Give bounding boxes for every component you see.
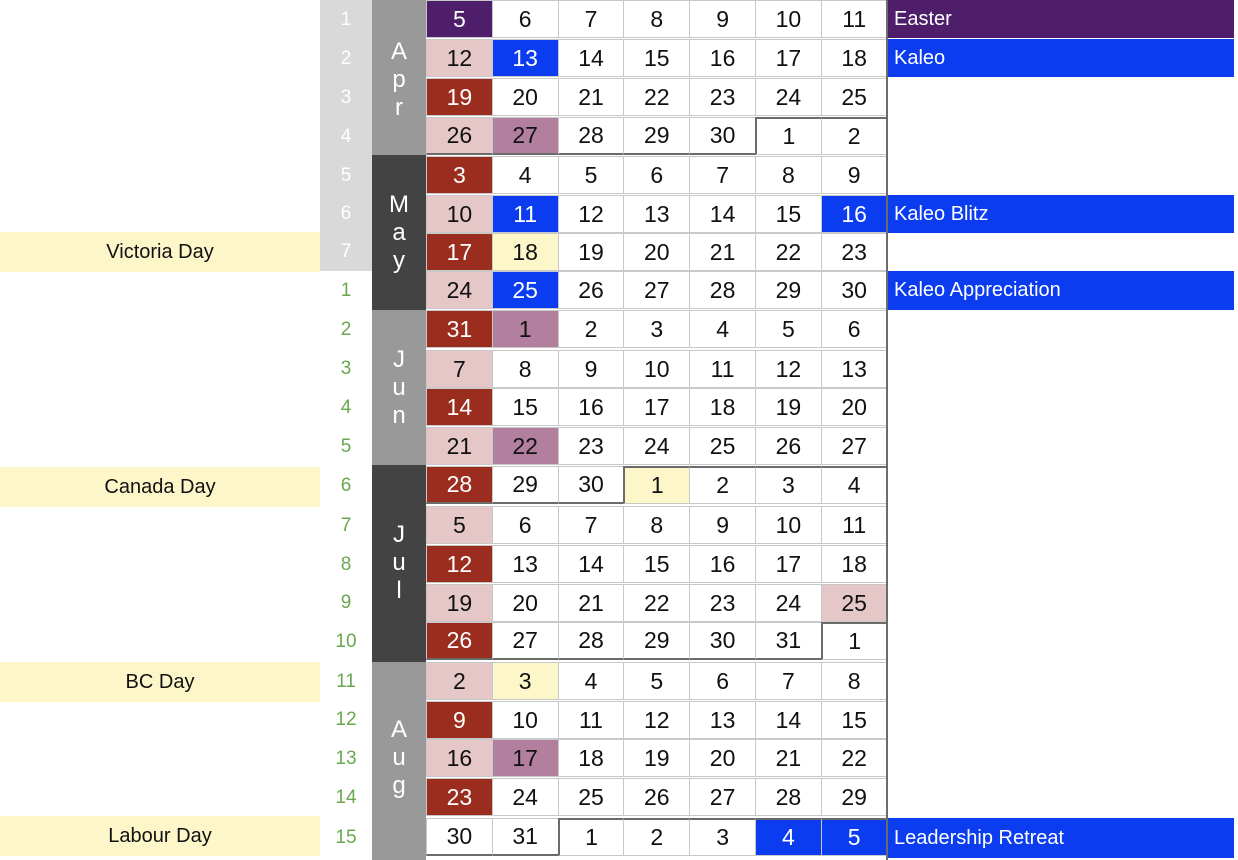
day-cell[interactable]: 22 [623, 78, 690, 116]
day-cell[interactable]: 2 [623, 818, 690, 856]
day-cell[interactable]: 22 [821, 739, 888, 777]
day-cell[interactable]: 26 [623, 778, 690, 816]
day-cell[interactable]: 14 [689, 195, 756, 233]
week-number: 4 [320, 388, 372, 427]
day-cell[interactable]: 17 [426, 233, 493, 271]
day-cell[interactable]: 16 [821, 195, 888, 233]
day-cell[interactable]: 23 [426, 778, 493, 816]
day-cell[interactable]: 8 [623, 506, 690, 544]
day-cell[interactable]: 21 [689, 233, 756, 271]
day-cell[interactable]: 9 [689, 0, 756, 38]
holiday-victoria-day: Victoria Day [0, 232, 320, 272]
day-cell[interactable]: 18 [689, 388, 756, 426]
day-cell[interactable]: 24 [755, 78, 822, 116]
day-cell[interactable]: 5 [755, 310, 822, 348]
month-letter: u [392, 744, 406, 771]
grid-right-border [886, 0, 888, 860]
month-letter: r [395, 94, 403, 121]
week-number: 2 [320, 310, 372, 350]
month-letter: n [392, 402, 406, 429]
day-cell[interactable]: 22 [755, 233, 822, 271]
day-cell[interactable]: 27 [492, 117, 559, 155]
day-cell[interactable]: 5 [426, 506, 493, 544]
day-cell[interactable]: 28 [558, 117, 625, 155]
day-cell[interactable]: 14 [755, 701, 822, 739]
day-cell[interactable]: 3 [492, 662, 559, 700]
day-cell[interactable]: 9 [558, 350, 625, 388]
day-cell[interactable]: 1 [558, 818, 625, 856]
day-cell[interactable]: 1 [492, 310, 559, 348]
day-cell[interactable]: 24 [426, 271, 493, 309]
day-cell[interactable]: 23 [689, 584, 756, 622]
week-number: 2 [320, 39, 372, 78]
day-cell[interactable]: 18 [821, 39, 888, 77]
week-number: 10 [320, 622, 372, 662]
month-letter: l [396, 577, 402, 604]
day-cell[interactable]: 28 [426, 466, 493, 504]
day-cell[interactable]: 8 [623, 0, 690, 38]
day-cell[interactable]: 9 [821, 156, 888, 194]
day-cell[interactable]: 26 [426, 622, 493, 660]
day-cell[interactable]: 13 [492, 39, 559, 77]
day-cell[interactable]: 25 [821, 584, 888, 622]
day-cell[interactable]: 16 [426, 739, 493, 777]
day-cell[interactable]: 10 [755, 506, 822, 544]
day-cell[interactable]: 28 [755, 778, 822, 816]
day-cell[interactable]: 7 [558, 506, 625, 544]
day-cell[interactable]: 4 [689, 310, 756, 348]
day-cell[interactable]: 19 [755, 388, 822, 426]
week-number: 11 [320, 662, 372, 701]
day-cell[interactable]: 20 [689, 739, 756, 777]
day-cell[interactable]: 27 [623, 271, 690, 309]
day-cell[interactable]: 12 [426, 39, 493, 77]
day-cell[interactable]: 25 [558, 778, 625, 816]
day-cell[interactable]: 21 [558, 78, 625, 116]
day-cell[interactable]: 30 [689, 117, 756, 155]
day-cell[interactable]: 29 [492, 466, 559, 504]
day-cell[interactable]: 24 [623, 427, 690, 465]
week-number: 5 [320, 156, 372, 195]
day-cell[interactable]: 15 [821, 701, 888, 739]
month-letter: J [393, 521, 405, 548]
day-cell[interactable]: 16 [558, 388, 625, 426]
month-letter: J [393, 346, 405, 373]
day-cell[interactable]: 3 [755, 466, 822, 504]
day-cell[interactable]: 25 [492, 271, 559, 309]
day-cell[interactable]: 29 [623, 622, 690, 660]
day-cell[interactable]: 2 [558, 310, 625, 348]
week-number: 5 [320, 427, 372, 466]
day-cell[interactable]: 23 [558, 427, 625, 465]
day-cell[interactable]: 20 [821, 388, 888, 426]
day-cell[interactable]: 13 [821, 350, 888, 388]
day-cell[interactable]: 21 [426, 427, 493, 465]
day-cell[interactable]: 27 [821, 427, 888, 465]
week-number: 1 [320, 0, 372, 39]
day-cell[interactable]: 13 [492, 545, 559, 583]
day-cell[interactable]: 15 [623, 39, 690, 77]
day-cell[interactable]: 31 [492, 818, 559, 856]
day-cell[interactable]: 19 [623, 739, 690, 777]
day-cell[interactable]: 4 [558, 662, 625, 700]
day-cell[interactable]: 15 [623, 545, 690, 583]
week-number: 6 [320, 195, 372, 233]
day-cell[interactable]: 18 [492, 233, 559, 271]
holiday-canada-day: Canada Day [0, 467, 320, 507]
day-cell[interactable]: 4 [821, 466, 888, 504]
month-letter: u [392, 549, 406, 576]
day-cell[interactable]: 18 [821, 545, 888, 583]
day-cell[interactable]: 24 [755, 584, 822, 622]
day-cell[interactable]: 2 [689, 466, 756, 504]
event-kaleo[interactable]: Kaleo [888, 39, 1234, 77]
day-cell[interactable]: 15 [492, 388, 559, 426]
month-label-apr [372, 0, 426, 155]
day-cell[interactable]: 13 [689, 701, 756, 739]
day-cell[interactable]: 28 [689, 271, 756, 309]
month-label-may [372, 155, 426, 310]
week-number: 4 [320, 117, 372, 156]
day-cell[interactable]: 11 [689, 350, 756, 388]
week-number: 7 [320, 233, 372, 271]
day-cell[interactable]: 12 [623, 701, 690, 739]
day-cell[interactable]: 12 [426, 545, 493, 583]
day-cell[interactable]: 3 [426, 156, 493, 194]
event-kaleo-appreciation[interactable]: Kaleo Appreciation [888, 271, 1234, 310]
day-cell[interactable]: 10 [623, 350, 690, 388]
day-cell[interactable]: 3 [623, 310, 690, 348]
day-cell[interactable]: 2 [821, 117, 888, 155]
day-cell[interactable]: 30 [689, 622, 756, 660]
day-cell[interactable]: 17 [492, 739, 559, 777]
day-cell[interactable]: 7 [689, 156, 756, 194]
day-cell[interactable]: 4 [492, 156, 559, 194]
day-cell[interactable]: 19 [426, 584, 493, 622]
day-cell[interactable]: 5 [558, 156, 625, 194]
day-cell[interactable]: 10 [755, 0, 822, 38]
month-letter: a [392, 219, 406, 246]
day-cell[interactable]: 31 [426, 310, 493, 348]
day-cell[interactable]: 10 [426, 195, 493, 233]
month-label-jun [372, 310, 426, 465]
day-cell[interactable]: 30 [558, 466, 625, 504]
day-cell[interactable]: 6 [689, 662, 756, 700]
day-cell[interactable]: 8 [492, 350, 559, 388]
week-number: 3 [320, 350, 372, 388]
day-cell[interactable]: 5 [623, 662, 690, 700]
day-cell[interactable]: 28 [558, 622, 625, 660]
week-number: 8 [320, 545, 372, 584]
week-number: 1 [320, 271, 372, 310]
day-cell[interactable]: 2 [426, 662, 493, 700]
day-cell[interactable]: 6 [623, 156, 690, 194]
day-cell[interactable]: 16 [689, 39, 756, 77]
day-cell[interactable]: 8 [755, 156, 822, 194]
day-cell[interactable]: 14 [558, 39, 625, 77]
month-letter: M [389, 191, 409, 218]
month-letter: A [390, 38, 407, 65]
day-cell[interactable]: 20 [492, 78, 559, 116]
day-cell[interactable]: 22 [623, 584, 690, 622]
month-letter: A [390, 716, 407, 743]
day-cell[interactable]: 24 [492, 778, 559, 816]
day-cell[interactable]: 17 [755, 545, 822, 583]
day-cell[interactable]: 9 [426, 701, 493, 739]
day-cell[interactable]: 14 [426, 388, 493, 426]
day-cell[interactable]: 19 [558, 233, 625, 271]
day-cell[interactable]: 16 [689, 545, 756, 583]
week-number: 14 [320, 778, 372, 818]
week-number: 13 [320, 739, 372, 778]
day-cell[interactable]: 30 [821, 271, 888, 309]
day-cell[interactable]: 30 [426, 818, 493, 856]
day-cell[interactable]: 4 [755, 818, 822, 856]
day-cell[interactable]: 11 [821, 0, 888, 38]
day-cell[interactable]: 29 [755, 271, 822, 309]
day-cell[interactable]: 6 [821, 310, 888, 348]
day-cell[interactable]: 22 [492, 427, 559, 465]
week-number: 12 [320, 701, 372, 739]
event-kaleo-blitz[interactable]: Kaleo Blitz [888, 195, 1234, 233]
day-cell[interactable]: 11 [821, 506, 888, 544]
month-label-jul [372, 465, 426, 662]
week-number: 15 [320, 818, 372, 858]
day-cell[interactable]: 9 [689, 506, 756, 544]
week-number: 6 [320, 466, 372, 506]
day-cell[interactable]: 15 [755, 195, 822, 233]
day-cell[interactable]: 7 [426, 350, 493, 388]
day-cell[interactable]: 13 [623, 195, 690, 233]
week-number: 7 [320, 506, 372, 545]
day-cell[interactable]: 5 [821, 818, 888, 856]
day-cell[interactable]: 19 [426, 78, 493, 116]
day-cell[interactable]: 10 [492, 701, 559, 739]
event-easter[interactable]: Easter [888, 0, 1234, 38]
day-cell[interactable]: 29 [623, 117, 690, 155]
day-cell[interactable]: 21 [558, 584, 625, 622]
day-cell[interactable]: 27 [689, 778, 756, 816]
month-letter: y [393, 247, 405, 274]
day-cell[interactable]: 8 [821, 662, 888, 700]
day-cell[interactable]: 20 [623, 233, 690, 271]
day-cell[interactable]: 14 [558, 545, 625, 583]
day-cell[interactable]: 11 [558, 701, 625, 739]
month-letter: g [392, 772, 406, 799]
holiday-labour-day: Labour Day [0, 816, 320, 856]
day-cell[interactable]: 25 [821, 78, 888, 116]
day-cell[interactable]: 6 [492, 0, 559, 38]
day-cell[interactable]: 12 [558, 195, 625, 233]
day-cell[interactable]: 12 [755, 350, 822, 388]
day-cell[interactable]: 1 [755, 117, 822, 155]
day-cell[interactable]: 1 [623, 466, 690, 504]
day-cell[interactable]: 21 [755, 739, 822, 777]
day-cell[interactable]: 27 [492, 622, 559, 660]
day-cell[interactable]: 7 [558, 0, 625, 38]
day-cell[interactable]: 26 [426, 117, 493, 155]
day-cell[interactable]: 23 [689, 78, 756, 116]
day-cell[interactable]: 26 [755, 427, 822, 465]
event-leadership-retreat[interactable]: Leadership Retreat [888, 818, 1234, 858]
day-cell[interactable]: 31 [755, 622, 822, 660]
day-cell[interactable]: 17 [623, 388, 690, 426]
day-cell[interactable]: 25 [689, 427, 756, 465]
month-letter: u [392, 374, 406, 401]
day-cell[interactable]: 1 [821, 622, 888, 660]
day-cell[interactable]: 6 [492, 506, 559, 544]
month-letter: p [392, 66, 406, 93]
day-cell[interactable]: 26 [558, 271, 625, 309]
day-cell[interactable]: 17 [755, 39, 822, 77]
week-number: 3 [320, 78, 372, 117]
day-cell[interactable]: 7 [755, 662, 822, 700]
week-number: 9 [320, 584, 372, 622]
day-cell[interactable]: 11 [492, 195, 559, 233]
holiday-bc-day: BC Day [0, 662, 320, 702]
day-cell[interactable]: 29 [821, 778, 888, 816]
day-cell[interactable]: 23 [821, 233, 888, 271]
month-label-aug [372, 662, 426, 860]
day-cell[interactable]: 20 [492, 584, 559, 622]
day-cell[interactable]: 5 [426, 0, 493, 38]
day-cell[interactable]: 3 [689, 818, 756, 856]
day-cell[interactable]: 18 [558, 739, 625, 777]
